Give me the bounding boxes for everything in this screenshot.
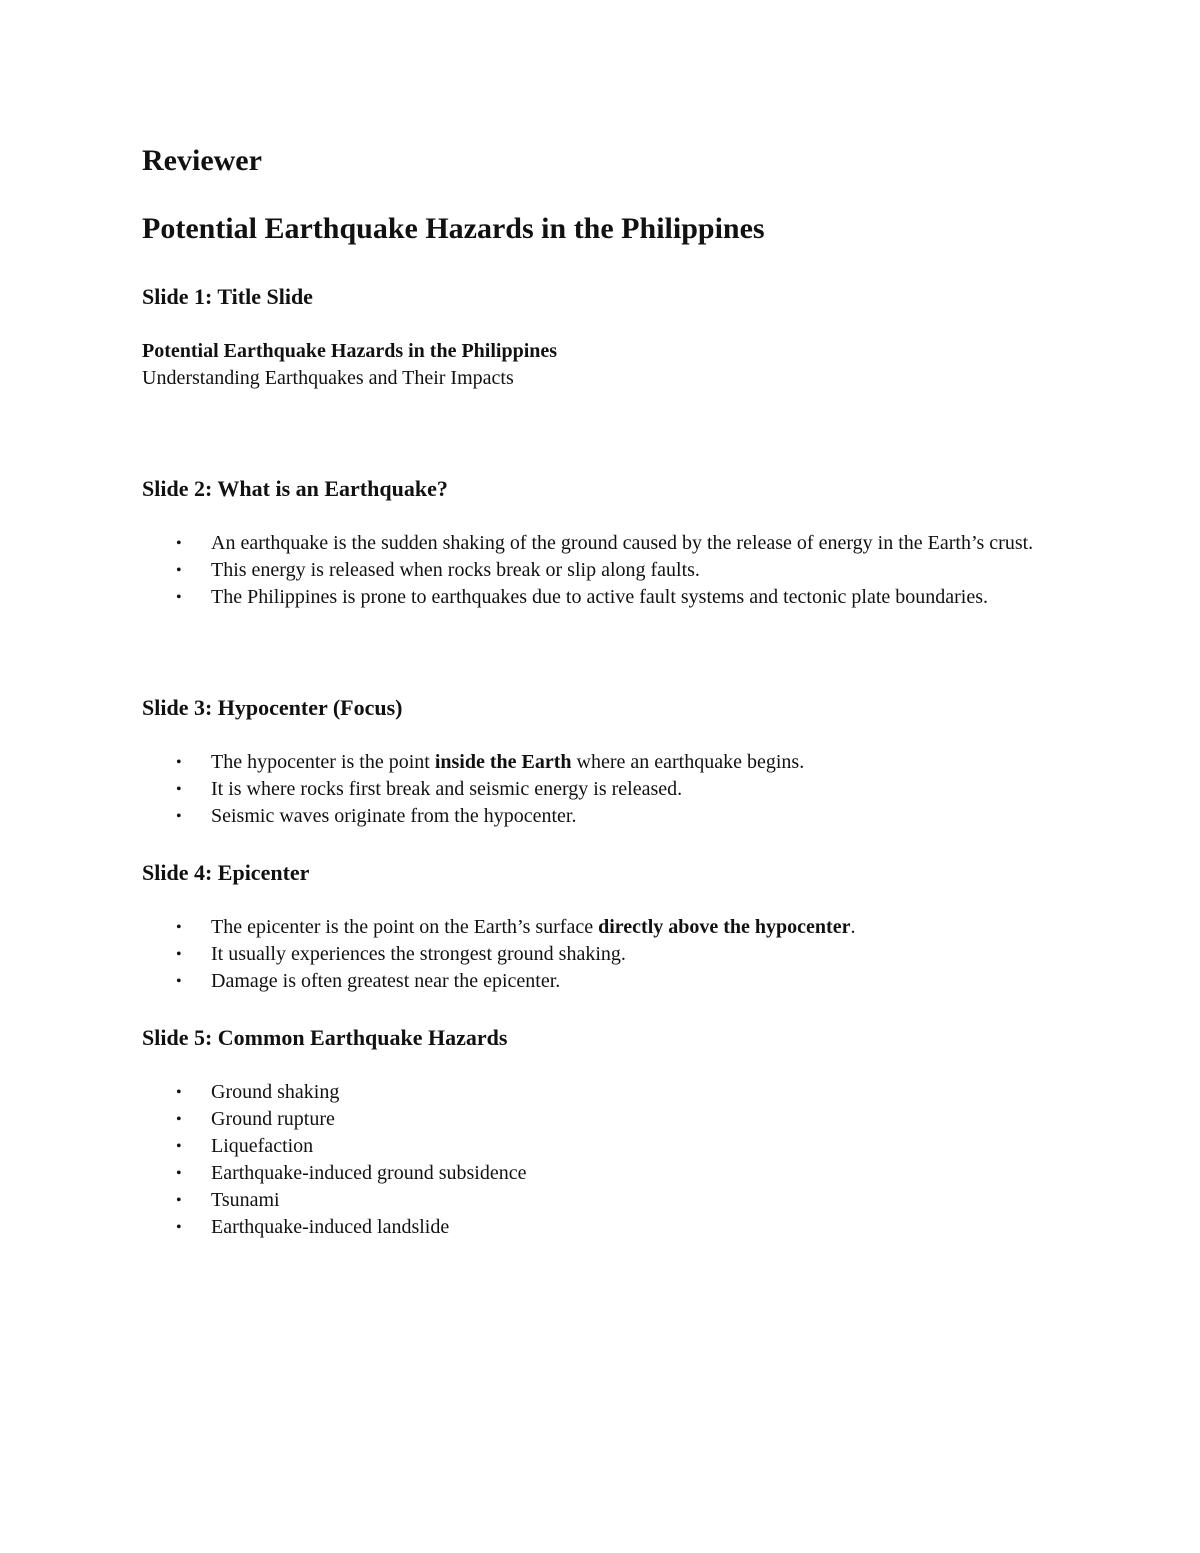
slide3-heading: Slide 3: Hypocenter (Focus)	[142, 695, 403, 720]
slide5-list	[142, 1079, 1072, 1241]
reviewer-heading: Reviewer	[142, 144, 262, 177]
list-item: • An earthquake is the sudden shaking of the ground caused by the release of energy in the Earth’s crust.	[142, 530, 1072, 557]
slide1-heading: Slide 1: Title Slide	[142, 284, 313, 309]
slide3-list	[142, 749, 1072, 830]
list-item: • The epicenter is the point on the Earth’s surface directly above the hypocenter.	[142, 914, 1072, 941]
bullet-icon: •	[176, 754, 182, 771]
slide4-list	[142, 914, 1072, 995]
document-title: Potential Earthquake Hazards in the Philippines	[142, 212, 765, 245]
bullet-icon: •	[176, 919, 182, 936]
bullet-icon: •	[176, 535, 182, 552]
bullet-icon: •	[176, 1165, 182, 1182]
slide4-heading: Slide 4: Epicenter	[142, 860, 310, 885]
slide1-subtitle: Understanding Earthquakes and Their Impacts	[142, 367, 514, 389]
list-item: • Seismic waves originate from the hypocenter.	[142, 803, 1072, 830]
slide2-list	[142, 530, 1072, 611]
bullet-icon: •	[176, 1138, 182, 1155]
list-item: • The Philippines is prone to earthquakes due to active fault systems and tectonic plate boundaries.	[142, 584, 1072, 611]
bullet-icon: •	[176, 1084, 182, 1101]
list-item: • Ground shaking	[142, 1079, 1072, 1106]
bullet-icon: •	[176, 781, 182, 798]
list-item: • It is where rocks first break and seismic energy is released.	[142, 776, 1072, 803]
bullet-icon: •	[176, 1111, 182, 1128]
list-item: • Earthquake-induced ground subsidence	[142, 1160, 1072, 1187]
slide1-title-text: Potential Earthquake Hazards in the Philippines	[142, 340, 558, 362]
list-item: • Tsunami	[142, 1187, 1072, 1214]
bullet-icon: •	[176, 562, 182, 579]
bullet-icon: •	[176, 973, 182, 990]
bullet-icon: •	[176, 1219, 182, 1236]
bullet-icon: •	[176, 1192, 182, 1209]
bullet-icon: •	[176, 946, 182, 963]
list-item: • The hypocenter is the point inside the Earth where an earthquake begins.	[142, 749, 1072, 776]
slide2-heading: Slide 2: What is an Earthquake?	[142, 476, 448, 501]
list-item: • Ground rupture	[142, 1106, 1072, 1133]
list-item: • This energy is released when rocks break or slip along faults.	[142, 557, 1072, 584]
bullet-icon: •	[176, 589, 182, 606]
list-item: • Liquefaction	[142, 1133, 1072, 1160]
bullet-icon: •	[176, 808, 182, 825]
list-item: • It usually experiences the strongest ground shaking.	[142, 941, 1072, 968]
slide5-heading: Slide 5: Common Earthquake Hazards	[142, 1025, 508, 1050]
list-item: • Damage is often greatest near the epicenter.	[142, 968, 1072, 995]
list-item: • Earthquake-induced landslide	[142, 1214, 1072, 1241]
document-content	[142, 140, 1072, 1241]
